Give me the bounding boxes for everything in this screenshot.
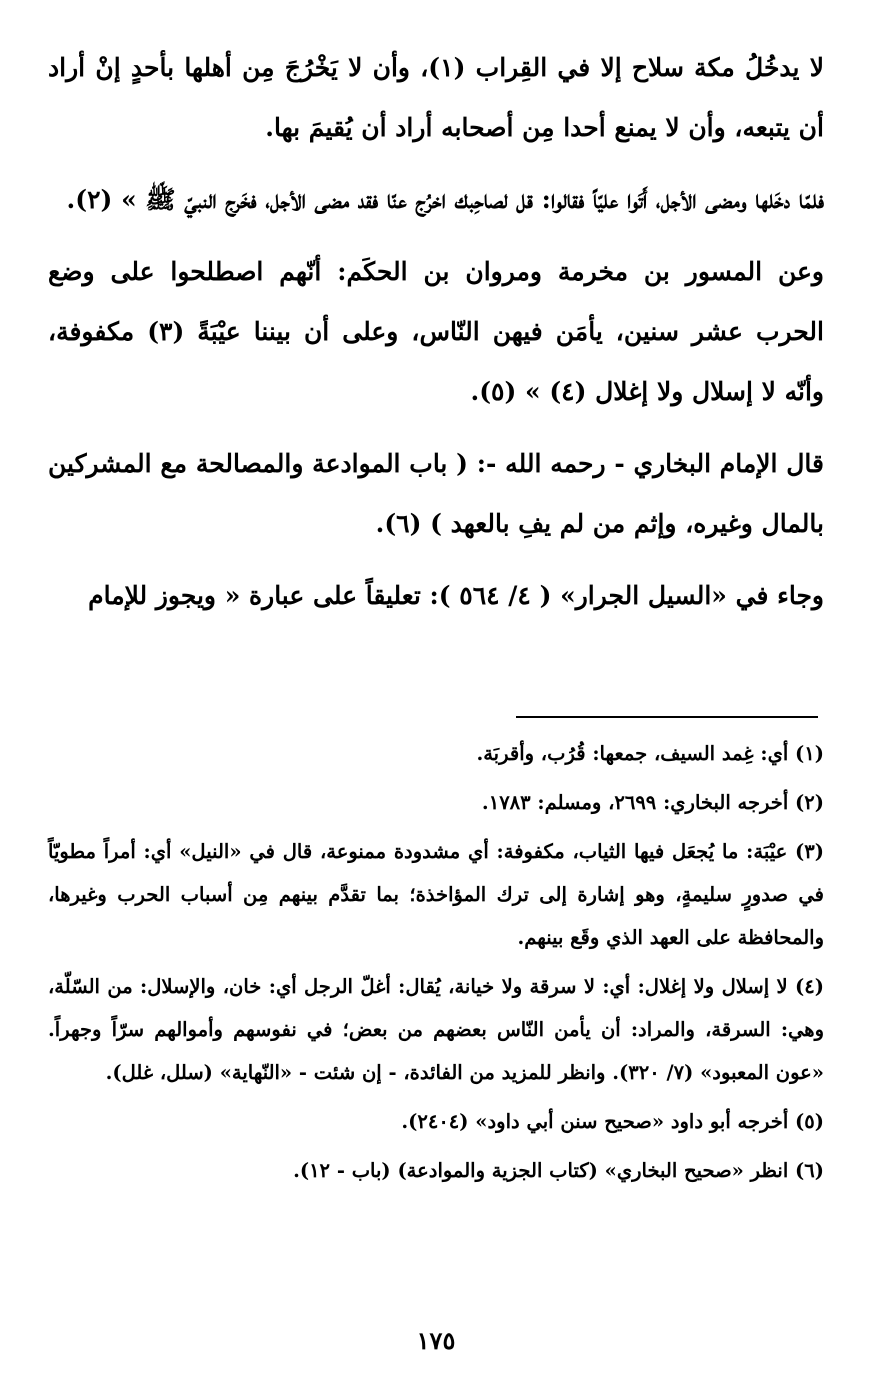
footnote: (٤) لا إسلال ولا إغلال: أي: لا سرقة ولا خيانة، يُقال: أغلّ الرجل أي: خان، والإسلال: من السّلّة، وهي: السرقة، والمراد: أن يأمن النّاس بعضهم من بعض؛ في نفوسهم وأموالهم سرّاً وجهراً. «عون المعبود» (٧/ ٣٢٠). وانظر للمزيد من الفائدة، - إن شئت - «النّهاية» (سلل، غلل). xyxy=(48,975,824,1084)
paragraph xyxy=(48,38,824,158)
footnote: (٢) أخرجه البخاري: ٢٦٩٩، ومسلم: ١٧٨٣. xyxy=(481,791,824,814)
page-number: ١٧٥ xyxy=(416,1326,456,1355)
footnote: (٥) أخرجه أبو داود «صحيح سنن أبي داود» (٢٤٠٤). xyxy=(401,1110,824,1133)
footnote: (٦) انظر «صحيح البخاري» (كتاب الجزية والموادعة) (باب - ١٢). xyxy=(293,1159,824,1182)
paragraph xyxy=(48,434,824,554)
book-page xyxy=(48,38,824,1358)
paragraph-text: وجاء في «السيل الجرار» ( ٤/ ٥٦٤ ): تعليقاً على عبارة « ويجوز للإمام xyxy=(88,581,824,610)
footnote-divider xyxy=(516,716,818,718)
footnotes xyxy=(48,732,824,1198)
paragraph-text: لا يدخُلُ مكة سلاح إلا في القِراب (١)، وأن لا يَخْرُجَ مِن أهلها بأحدٍ إنْ أراد أن يتبعه، وأن لا يمنع أحدا مِن أصحابه أراد أن يُقيمَ بها. xyxy=(48,53,825,142)
paragraph-text: فلمّا دخَلها ومضى الأجل، أَتَوا عليّاً فقالوا: قل لصاحِبك اخرُج عنّا فقد مضى الأجل، فخَرج النبيّ ﷺ » (٢). xyxy=(66,185,824,214)
paragraph-text: وعن المسور بن مخرمة ومروان بن الحكَم: أنّهم اصطلحوا على وضع الحرب عشر سنين، يأمَن فيهن النّاس، وعلى أن بيننا عيْبَةً (٣) مكفوفة، وأنّه لا إسلال ولا إغلال (٤) » (٥). xyxy=(48,257,824,406)
paragraph xyxy=(48,170,824,230)
main-text xyxy=(48,38,824,626)
footnote: (٣) عيْبَة: ما يُجعَل فيها الثياب، مكفوفة: أي مشدودة ممنوعة، قال في «النيل» أي: أمراً مطويّاً في صدورٍ سليمةٍ، وهو إشارة إلى ترك المؤاخذة؛ بما تقدَّم بينهم مِن أسباب الحرب وغيرها، والمحافظة على العهد الذي وقَع بينهم. xyxy=(48,840,824,949)
paragraph xyxy=(48,566,824,626)
paragraph-text: قال الإمام البخاري - رحمه الله -: ( باب الموادعة والمصالحة مع المشركين بالمال وغيره، وإثم من لم يفِ بالعهد ) (٦). xyxy=(48,449,824,538)
paragraph xyxy=(48,242,824,422)
footnote: (١) أي: غِمد السيف، جمعها: قُرُب، وأقربَة. xyxy=(476,742,824,765)
